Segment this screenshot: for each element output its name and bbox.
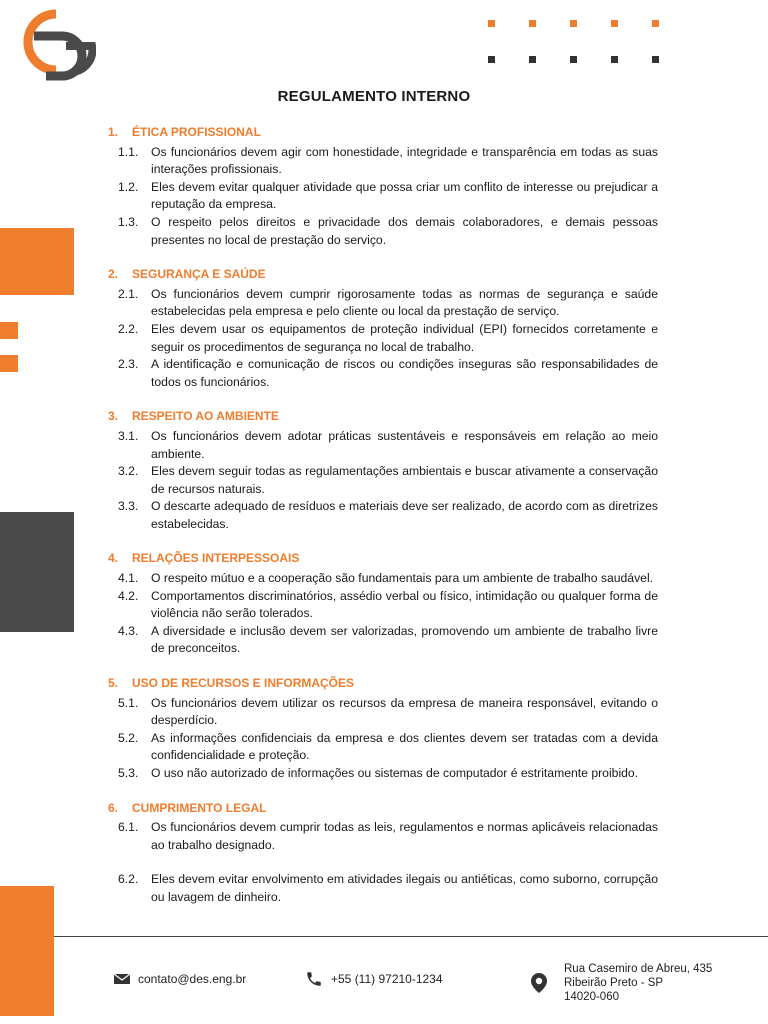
list-item: 4.3. A diversidade e inclusão devem ser valorizadas, promovendo um ambiente de trabalho livre de preconceitos. [118,623,658,656]
map-pin-icon [530,972,548,994]
section-5 [108,675,658,783]
list-item: 4.2. Comportamentos discriminatórios, assédio verbal ou físico, intimidação ou qualquer forma de violência não serão tolerados. [118,588,658,621]
envelope-icon [114,973,130,985]
list-item: 2.3. A identificação e comunicação de riscos ou condições inseguras são responsabilidades de todos os funcionários. [118,357,658,389]
section-heading: 2. SEGURANÇA E SAÚDE [108,267,266,282]
decorative-orange-square-1 [0,322,18,339]
footer [0,960,768,1010]
section-6 [108,800,658,907]
list-item: 1.1. Os funcionários devem agir com honestidade, integridade e transparência em todas as suas interações profissionais. [118,144,658,177]
section-3 [108,408,658,533]
address-line-1: Rua Casemiro de Abreu, 435 [564,963,713,975]
section-heading: 6. CUMPRIMENTO LEGAL [108,800,267,815]
section-heading: 5. USO DE RECURSOS E INFORMAÇÕES [108,676,355,691]
address-line-2: Ribeirão Preto - SP [564,977,664,989]
list-item: 4.1. O respeito mútuo e a cooperação são fundamentais para um ambiente de trabalho saudável. [118,571,654,586]
section-heading: 4. RELAÇÕES INTERPESSOAIS [108,551,300,566]
list-item: 5.2. As informações confidenciais da empresa e dos clientes devem ser tratadas com a devida confidencialidade e proteção. [118,730,658,763]
list-item: 1.3. O respeito pelos direitos e privacidade dos demais colaboradores, e demais pessoas presentes no local de prestação do serviço. [118,214,658,247]
list-item: 5.3. O uso não autorizado de informações ou sistemas de computador é estritamente proibido. [118,766,639,780]
section-2 [108,266,658,391]
footer-divider [54,936,768,937]
footer-email[interactable] [114,972,246,986]
section-heading: 3. RESPEITO AO AMBIENTE [108,409,279,424]
phone-text: +55 (11) 97210-1234 [331,972,443,986]
list-item: 6.1. Os funcionários devem cumprir todas as leis, regulamentos e normas aplicáveis relacionadas ao trabalho designado. [118,820,658,852]
list-item: 1.2. Eles devem evitar qualquer atividade que possa criar um conflito de interesse ou prejudicar a reputação da empresa. [118,179,658,212]
page-title: REGULAMENTO INTERNO [277,88,471,105]
decorative-dot-grid [484,18,664,66]
address-line-3: 14020-060 [564,991,619,1003]
decorative-dark-block [0,512,74,632]
list-item: 3.1. Os funcionários devem adotar práticas sustentáveis e responsáveis em relação ao meio ambiente. [118,428,658,461]
list-item: 6.2. Eles devem evitar envolvimento em atividades ilegais ou antiéticas, como suborno, corrupção ou lavagem de dinheiro. [118,872,658,904]
list-item: 3.2. Eles devem seguir todas as regulamentações ambientais e buscar ativamente a conservação de recursos naturais. [118,464,658,496]
section-4 [108,550,658,658]
decorative-orange-square-2 [0,355,18,372]
list-item: 2.2. Eles devem usar os equipamentos de proteção individual (EPI) fornecidos corretamente e seguir os procedimentos de segurança no local de trabalho. [118,321,658,354]
footer-phone[interactable] [305,970,443,988]
list-item: 2.1. Os funcionários devem cumprir rigorosamente todas as normas de segurança e saúde estabelecidas pela empresa e pelo cliente ou local da prestação de serviço. [118,286,658,319]
regulation-content [108,124,658,924]
company-logo [16,6,96,82]
list-item: 3.3. O descarte adequado de resíduos e materiais deve ser realizado, de acordo com as diretrizes estabelecidas. [118,499,658,531]
email-text: contato@des.eng.br [138,972,247,986]
section-1 [108,124,658,249]
section-heading: 1. ÉTICA PROFISSIONAL [108,125,261,139]
list-item: 5.1. Os funcionários devem utilizar os recursos da empresa de maneira responsável, evitando o desperdício. [118,695,658,728]
decorative-orange-block-top [0,228,74,295]
footer-address [530,962,712,1004]
phone-icon [305,970,323,988]
